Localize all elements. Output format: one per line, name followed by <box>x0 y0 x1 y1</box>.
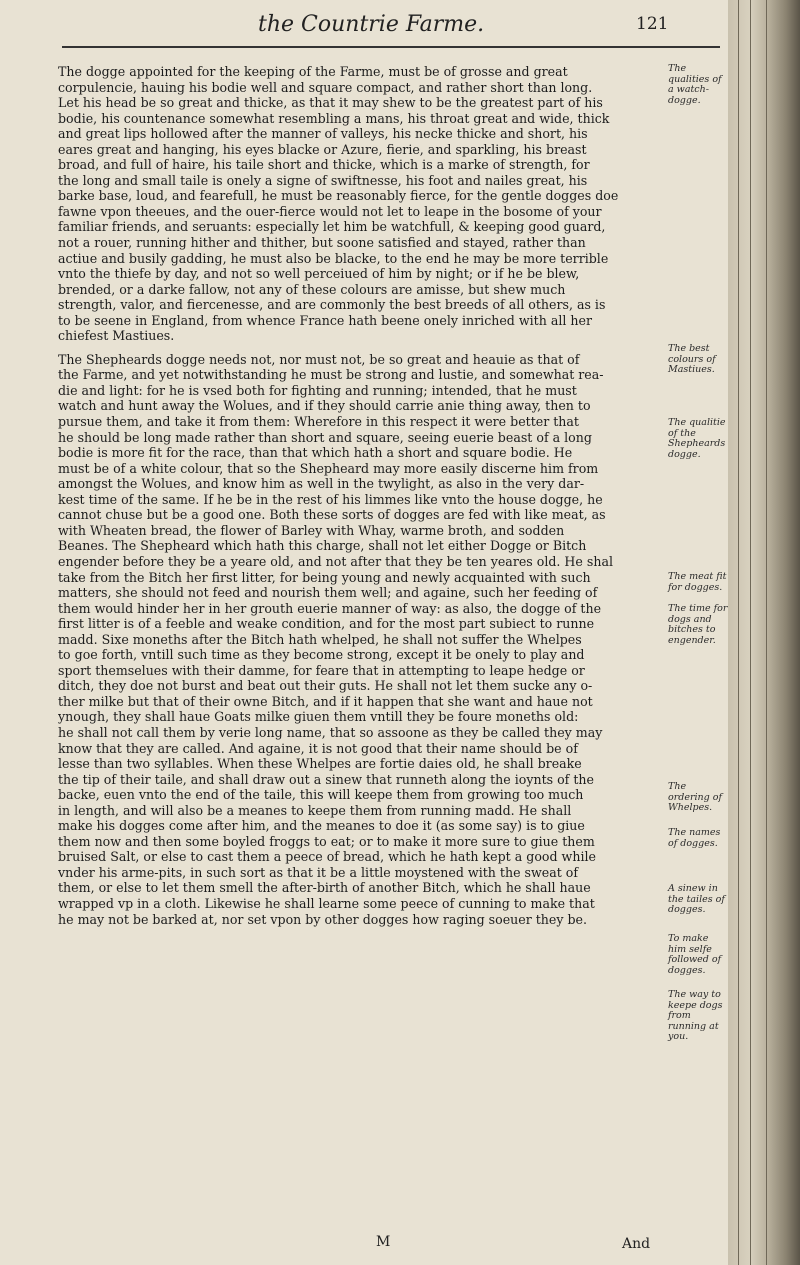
page-gutter-edge <box>728 0 800 1265</box>
text-line: strength, valor, and fiercenesse, and are commonly the best breeds of all others, as is <box>58 297 606 313</box>
text-line: brended, or a darke fallow, not any of these colours are amisse, but shew much <box>58 281 566 297</box>
text-line: them would hinder her in her grouth euerie manner of way: as also, the dogge of the <box>58 600 602 616</box>
margin-note: To make him selfe followed of dogges. <box>668 933 722 976</box>
text-line: sport themselues with their damme, for feare that in attempting to leape hedge or <box>58 662 585 678</box>
text-line: ditch, they doe not burst and beat out their guts. He shall not let them sucke any o- <box>58 678 593 694</box>
text-line: them, or else to let them smell the after-birth of another Bitch, which he shall haue <box>58 880 591 896</box>
text-line: actiue and busily gadding, he must also be blacke, to the end he may be more terrible <box>58 250 609 266</box>
text-line: eares great and hanging, his eyes blacke or Azure, fierie, and sparkling, his breast <box>58 141 587 157</box>
text-line: watch and hunt away the Wolues, and if they should carrie anie thing away, then to <box>58 398 591 414</box>
text-line: in length, and will also be a meanes to keepe them from running madd. He shall <box>58 802 572 818</box>
text-line: barke base, loud, and fearefull, he must be reasonably fierce, for the gentle dogges doe <box>58 188 619 204</box>
text-line: not a rouer, running hither and thither, but soone satisfied and stayed, rather than <box>58 235 586 251</box>
text-line: must be of a white colour, that so the Shepheard may more easily discerne him from <box>58 460 599 476</box>
text-line: familiar friends, and seruants: especially let him be watchfull, & keeping good guard, <box>58 219 606 235</box>
text-line: make his dogges come after him, and the meanes to doe it (as some say) is to giue <box>58 818 585 834</box>
margin-note: The way to keepe dogs from running at you. <box>668 989 723 1042</box>
text-line: corpulencie, hauing his bodie well and square compact, and rather short than long. <box>58 79 593 95</box>
text-line: first litter is of a feeble and weake condition, and for the most part subiect to runne <box>58 616 595 632</box>
text-line: to goe forth, vntill such time as they become strong, except it be onely to play and <box>58 647 585 663</box>
paragraph <box>58 352 662 927</box>
text-line: The Shepheards dogge needs not, nor must not, be so great and heauie as that of <box>58 351 580 367</box>
text-line: fawne vpon theeues, and the ouer-fierce would not let to leape in the bosome of your <box>58 203 602 219</box>
text-line: wrapped vp in a cloth. Likewise he shall learne some peece of cunning to make that <box>58 895 595 911</box>
text-line: he should be long made rather than short and square, seeing euerie beast of a long <box>58 429 592 445</box>
margin-note: The names of dogges. <box>668 827 721 849</box>
text-line: engender before they be a yeare old, and not after that they be ten yeares old. He shal <box>58 553 613 569</box>
signature-mark: M <box>376 1234 391 1250</box>
text-line: chiefest Mastiues. <box>58 328 175 344</box>
text-line: the long and small taile is onely a signe of swiftnesse, his foot and nailes great, his <box>58 172 588 188</box>
text-line: matters, she should not feed and nourish them well; and againe, such her feeding of <box>58 585 598 601</box>
body-text <box>58 64 662 927</box>
margin-note: The meat fit for dogges. <box>668 571 727 593</box>
text-line: Beanes. The Shepheard which hath this charge, shall not let either Dogge or Bitch <box>58 538 587 554</box>
text-line: ynough, they shall haue Goats milke giuen them vntill they be foure moneths old: <box>58 709 579 725</box>
text-line: bodie is more fit for the race, than that which hath a short and square bodie. He <box>58 445 573 461</box>
text-line: kest time of the same. If he be in the rest of his limmes like vnto the house dogge, he <box>58 491 603 507</box>
text-line: with Wheaten bread, the flower of Barley with Whay, warme broth, and sodden <box>58 522 565 538</box>
text-line: take from the Bitch her first litter, for being young and newly acquainted with such <box>58 569 591 585</box>
paragraph <box>58 64 662 344</box>
margin-note: The qualities of a watch-dogge. <box>668 63 722 106</box>
text-line: broad, and full of haire, his taile short and thicke, which is a marke of strength, for <box>58 157 590 173</box>
text-line: die and light: for he is vsed both for fighting and running; intended, that he must <box>58 382 577 398</box>
text-line: backe, euen vnto the end of the taile, this will keepe them from growing too much <box>58 787 584 803</box>
text-line: amongst the Wolues, and know him as well in the twylight, as also in the very dar- <box>58 476 585 492</box>
text-line: vnto the thiefe by day, and not so well perceiued of him by night; or if he be blew, <box>58 266 580 282</box>
text-line: know that they are called. And againe, it is not good that their name should be of <box>58 740 578 756</box>
margin-note: The best colours of Mastiues. <box>668 343 716 375</box>
text-line: the Farme, and yet notwithstanding he must be strong and lustie, and somewhat rea- <box>58 367 604 383</box>
header-rule <box>62 46 720 48</box>
text-line: to be seene in England, from whence France hath beene onely inriched with all her <box>58 312 593 328</box>
text-line: The dogge appointed for the keeping of the Farme, must be of grosse and great <box>58 64 568 79</box>
text-line: he shall not call them by verie long name, that so assoone as they be called they may <box>58 724 603 740</box>
text-line: he may not be barked at, nor set vpon by other dogges how raging soeuer they be. <box>58 911 588 927</box>
margin-note: The qualitie of the Shepheards dogge. <box>668 417 726 460</box>
running-head: the Countrie Farme. <box>258 12 485 37</box>
text-line: ther milke but that of their owne Bitch, and if it happen that she want and haue not <box>58 693 593 709</box>
margin-note: The ordering of Whelpes. <box>668 781 722 813</box>
text-line: the tip of their taile, and shall draw out a sinew that runneth along the ioynts of the <box>58 771 594 787</box>
text-line: bodie, his countenance somewhat resembling a mans, his throat great and wide, thick <box>58 110 610 126</box>
text-line: cannot chuse but be a good one. Both these sorts of dogges are fed with like meat, as <box>58 507 606 523</box>
text-line: pursue them, and take it from them: Wherefore in this respect it were better that <box>58 414 579 430</box>
text-line: madd. Sixe moneths after the Bitch hath whelped, he shall not suffer the Whelpes <box>58 631 582 647</box>
catchword: And <box>622 1236 651 1252</box>
text-line: vnder his arme-pits, in such sort as that it be a little moystened with the sweat of <box>58 864 579 880</box>
margin-note: A sinew in the tailes of dogges. <box>668 883 725 915</box>
text-line: bruised Salt, or else to cast them a peece of bread, which he hath kept a good while <box>58 849 596 865</box>
text-line: lesse than two syllables. When these Whelpes are fortie daies old, he shall breake <box>58 756 582 772</box>
margin-note: The time for dogs and bitches to engender. <box>668 603 728 646</box>
text-line: them now and then some boyled froggs to eat; or to make it more sure to giue them <box>58 833 595 849</box>
text-line: Let his head be so great and thicke, as that it may shew to be the greatest part of his <box>58 95 603 111</box>
page-number: 121 <box>636 14 669 34</box>
text-line: and great lips hollowed after the manner of valleys, his necke thicke and short, his <box>58 126 588 142</box>
